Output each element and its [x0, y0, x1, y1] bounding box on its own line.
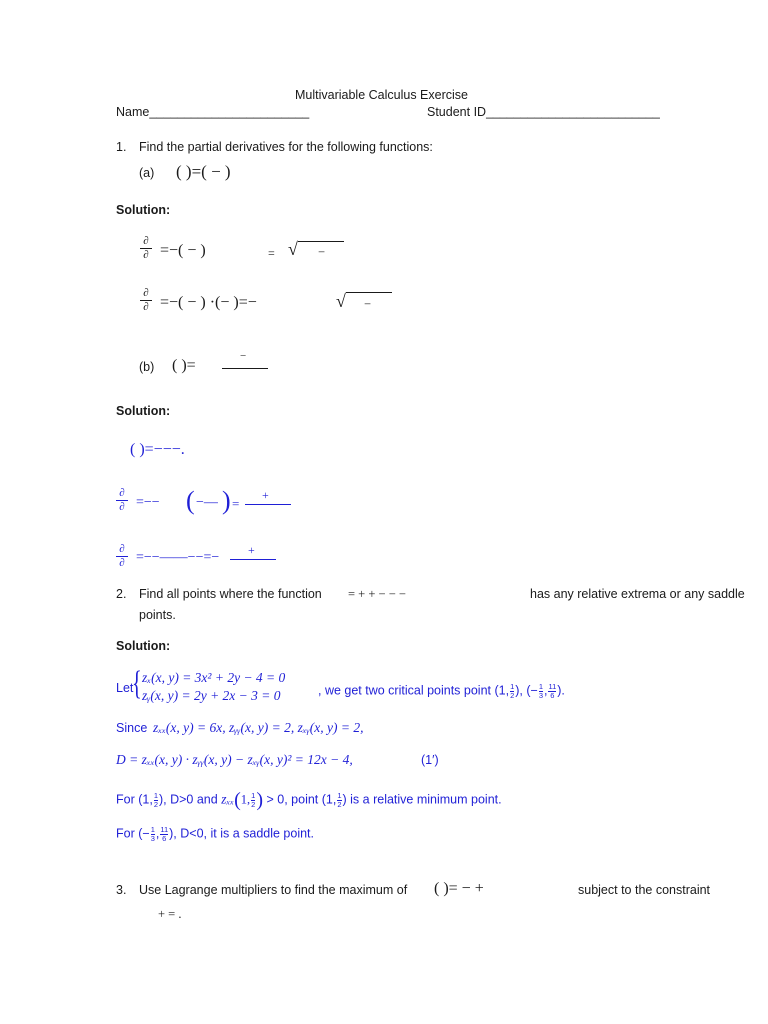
- q1b-label: (b): [139, 360, 155, 374]
- q2-solution-label: Solution:: [116, 639, 171, 653]
- q2-text-c: points.: [139, 608, 176, 622]
- q2-text-b: has any relative extrema or any saddle: [530, 587, 745, 601]
- q1b-sol1-equals: =: [232, 496, 240, 511]
- q1b-sol0-expression: ( )=−−−.: [130, 441, 185, 458]
- q3-function-operators: ( )= − +: [434, 880, 484, 897]
- q3-text-b: subject to the constraint: [578, 883, 711, 897]
- q2-frac-eleven-sixths: $\frac{11}{6}$: [548, 682, 557, 700]
- q2-critical-end: ).: [557, 683, 565, 698]
- q1a-sol1-equals: =: [268, 246, 275, 260]
- q2-since-expression: zₓₓ(x, y) = 6x, zᵧᵧ(x, y) = 2, zₓᵧ(x, y) = 2,: [153, 720, 364, 735]
- q2-for-saddle-line: For (− $\frac{1}{3}$ , $\frac{11}{6}$ ), D<0, it is a saddle point.: [116, 825, 315, 843]
- q1b-sol1-open-paren: (: [186, 486, 195, 515]
- q2-for1-arg: 1,: [240, 792, 251, 807]
- q2-text-a: Find all points where the function: [139, 587, 322, 601]
- q2-frac-half-3: $\frac{1}{2}$: [251, 791, 256, 809]
- q2-brace-icon: {: [132, 665, 142, 702]
- q1a-sol1-sqrt-icon: √: [288, 239, 298, 259]
- q1a-sol2-minus: −: [364, 297, 372, 311]
- q2-discriminant-expression: D = zₓₓ(x, y) · zᵧᵧ(x, y) − zₓᵧ(x, y)² = 12x − 4,: [116, 752, 353, 767]
- q2-let-label: Let: [116, 681, 134, 695]
- q3-text-a: Use Lagrange multipliers to find the maximum of: [139, 883, 408, 897]
- q2-critical-prefix: , we get two critical points point (1,: [318, 683, 510, 698]
- q1a-label: (a): [139, 166, 155, 180]
- q2-frac-third-2: $\frac{1}{3}$: [150, 825, 155, 843]
- q1a-sol1-expression: =−( − ): [160, 242, 206, 259]
- q1b-sol2-fraction: ∂ ∂: [116, 544, 128, 569]
- q1b-expression: ( )=: [172, 357, 196, 374]
- q2-since-label: Since: [116, 721, 148, 735]
- q2-for1-b: ), D>0 and: [158, 792, 218, 807]
- q1a-sol2-sqrt-icon: √: [336, 291, 346, 311]
- q3-number: 3.: [116, 883, 127, 897]
- q1a-expression: ( )=( − ): [176, 162, 231, 181]
- q2-frac-half-2: $\frac{1}{2}$: [153, 791, 158, 809]
- q1b-sol2-plus: +: [248, 543, 255, 557]
- name-field-label: Name_______________________: [116, 105, 310, 119]
- q1b-fraction-bar: [222, 368, 268, 369]
- q2-for1-zxx: zₓₓ: [221, 791, 235, 807]
- q2-frac-half-1: $\frac{1}{2}$: [510, 682, 515, 700]
- q2-critical-mid: ), (−: [515, 683, 538, 698]
- q2-frac-third: $\frac{1}{3}$: [538, 682, 543, 700]
- q1b-sol2-expression: =−−——−−=−: [136, 550, 220, 565]
- q2-frac-half-4: $\frac{1}{2}$: [337, 791, 342, 809]
- q1b-sol1-inner: −—: [196, 495, 218, 510]
- q2-number: 2.: [116, 587, 127, 601]
- q1a-sol1-fraction: ∂ ∂: [140, 236, 152, 261]
- q2-function-operators: = + + − − −: [348, 587, 406, 601]
- q1b-sol1-expression: =−−: [136, 495, 160, 510]
- student-id-field-label: Student ID_________________________: [427, 105, 660, 119]
- document-title: Multivariable Calculus Exercise: [295, 88, 468, 102]
- q2-for-minimum-line: [116, 790, 502, 810]
- q3-constraint: + = .: [158, 907, 182, 921]
- q2-for1-open-paren: (: [234, 789, 241, 811]
- q2-for1-e: ) is a relative minimum point.: [342, 792, 502, 807]
- q1b-sol1-fraction-bar: [245, 504, 291, 505]
- q2-for1-a: For (1,: [116, 792, 153, 807]
- q2-for1-d: > 0, point (1,: [266, 792, 337, 807]
- q2-discriminant-mark: (1′): [421, 753, 439, 767]
- q1b-sol1-close-paren: ): [222, 486, 231, 515]
- q1b-solution-label: Solution:: [116, 404, 171, 418]
- q2-equation-2: zᵧ(x, y) = 2y + 2x − 3 = 0: [142, 688, 281, 703]
- q2-critical-text: , we get two critical points point (1, $\frac{1}{2}$ ), (− $\frac{1}{3}$ , $\frac{11}{6}$ ).: [318, 682, 565, 700]
- q1b-sol1-fraction: ∂ ∂: [116, 488, 128, 513]
- q1a-solution-label: Solution:: [116, 203, 171, 217]
- q1a-sol1-minus: −: [318, 245, 326, 259]
- q1b-sol2-fraction-bar: [230, 559, 276, 560]
- q2-for2-b: ), D<0, it is a saddle point.: [169, 826, 315, 841]
- q2-for2-a: For (−: [116, 826, 150, 841]
- q1a-sol1-sqrt-bar: [298, 241, 344, 242]
- q1-number: 1.: [116, 140, 127, 154]
- q1b-sol1-plus: +: [262, 488, 269, 502]
- q2-equation-1: zₓ(x, y) = 3x² + 2y − 4 = 0: [142, 670, 286, 685]
- q1-text: Find the partial derivatives for the following functions:: [139, 140, 433, 154]
- q1a-sol2-fraction: ∂ ∂: [140, 288, 152, 313]
- q1a-sol2-expression: =−( − ) ·(− )=−: [160, 294, 257, 311]
- q1b-numerator-minus: −: [240, 350, 247, 362]
- q2-for1-close-paren: ): [256, 789, 264, 811]
- q1a-sol2-sqrt-bar: [346, 292, 392, 293]
- q2-frac-eleven-sixths-2: $\frac{11}{6}$: [160, 825, 169, 843]
